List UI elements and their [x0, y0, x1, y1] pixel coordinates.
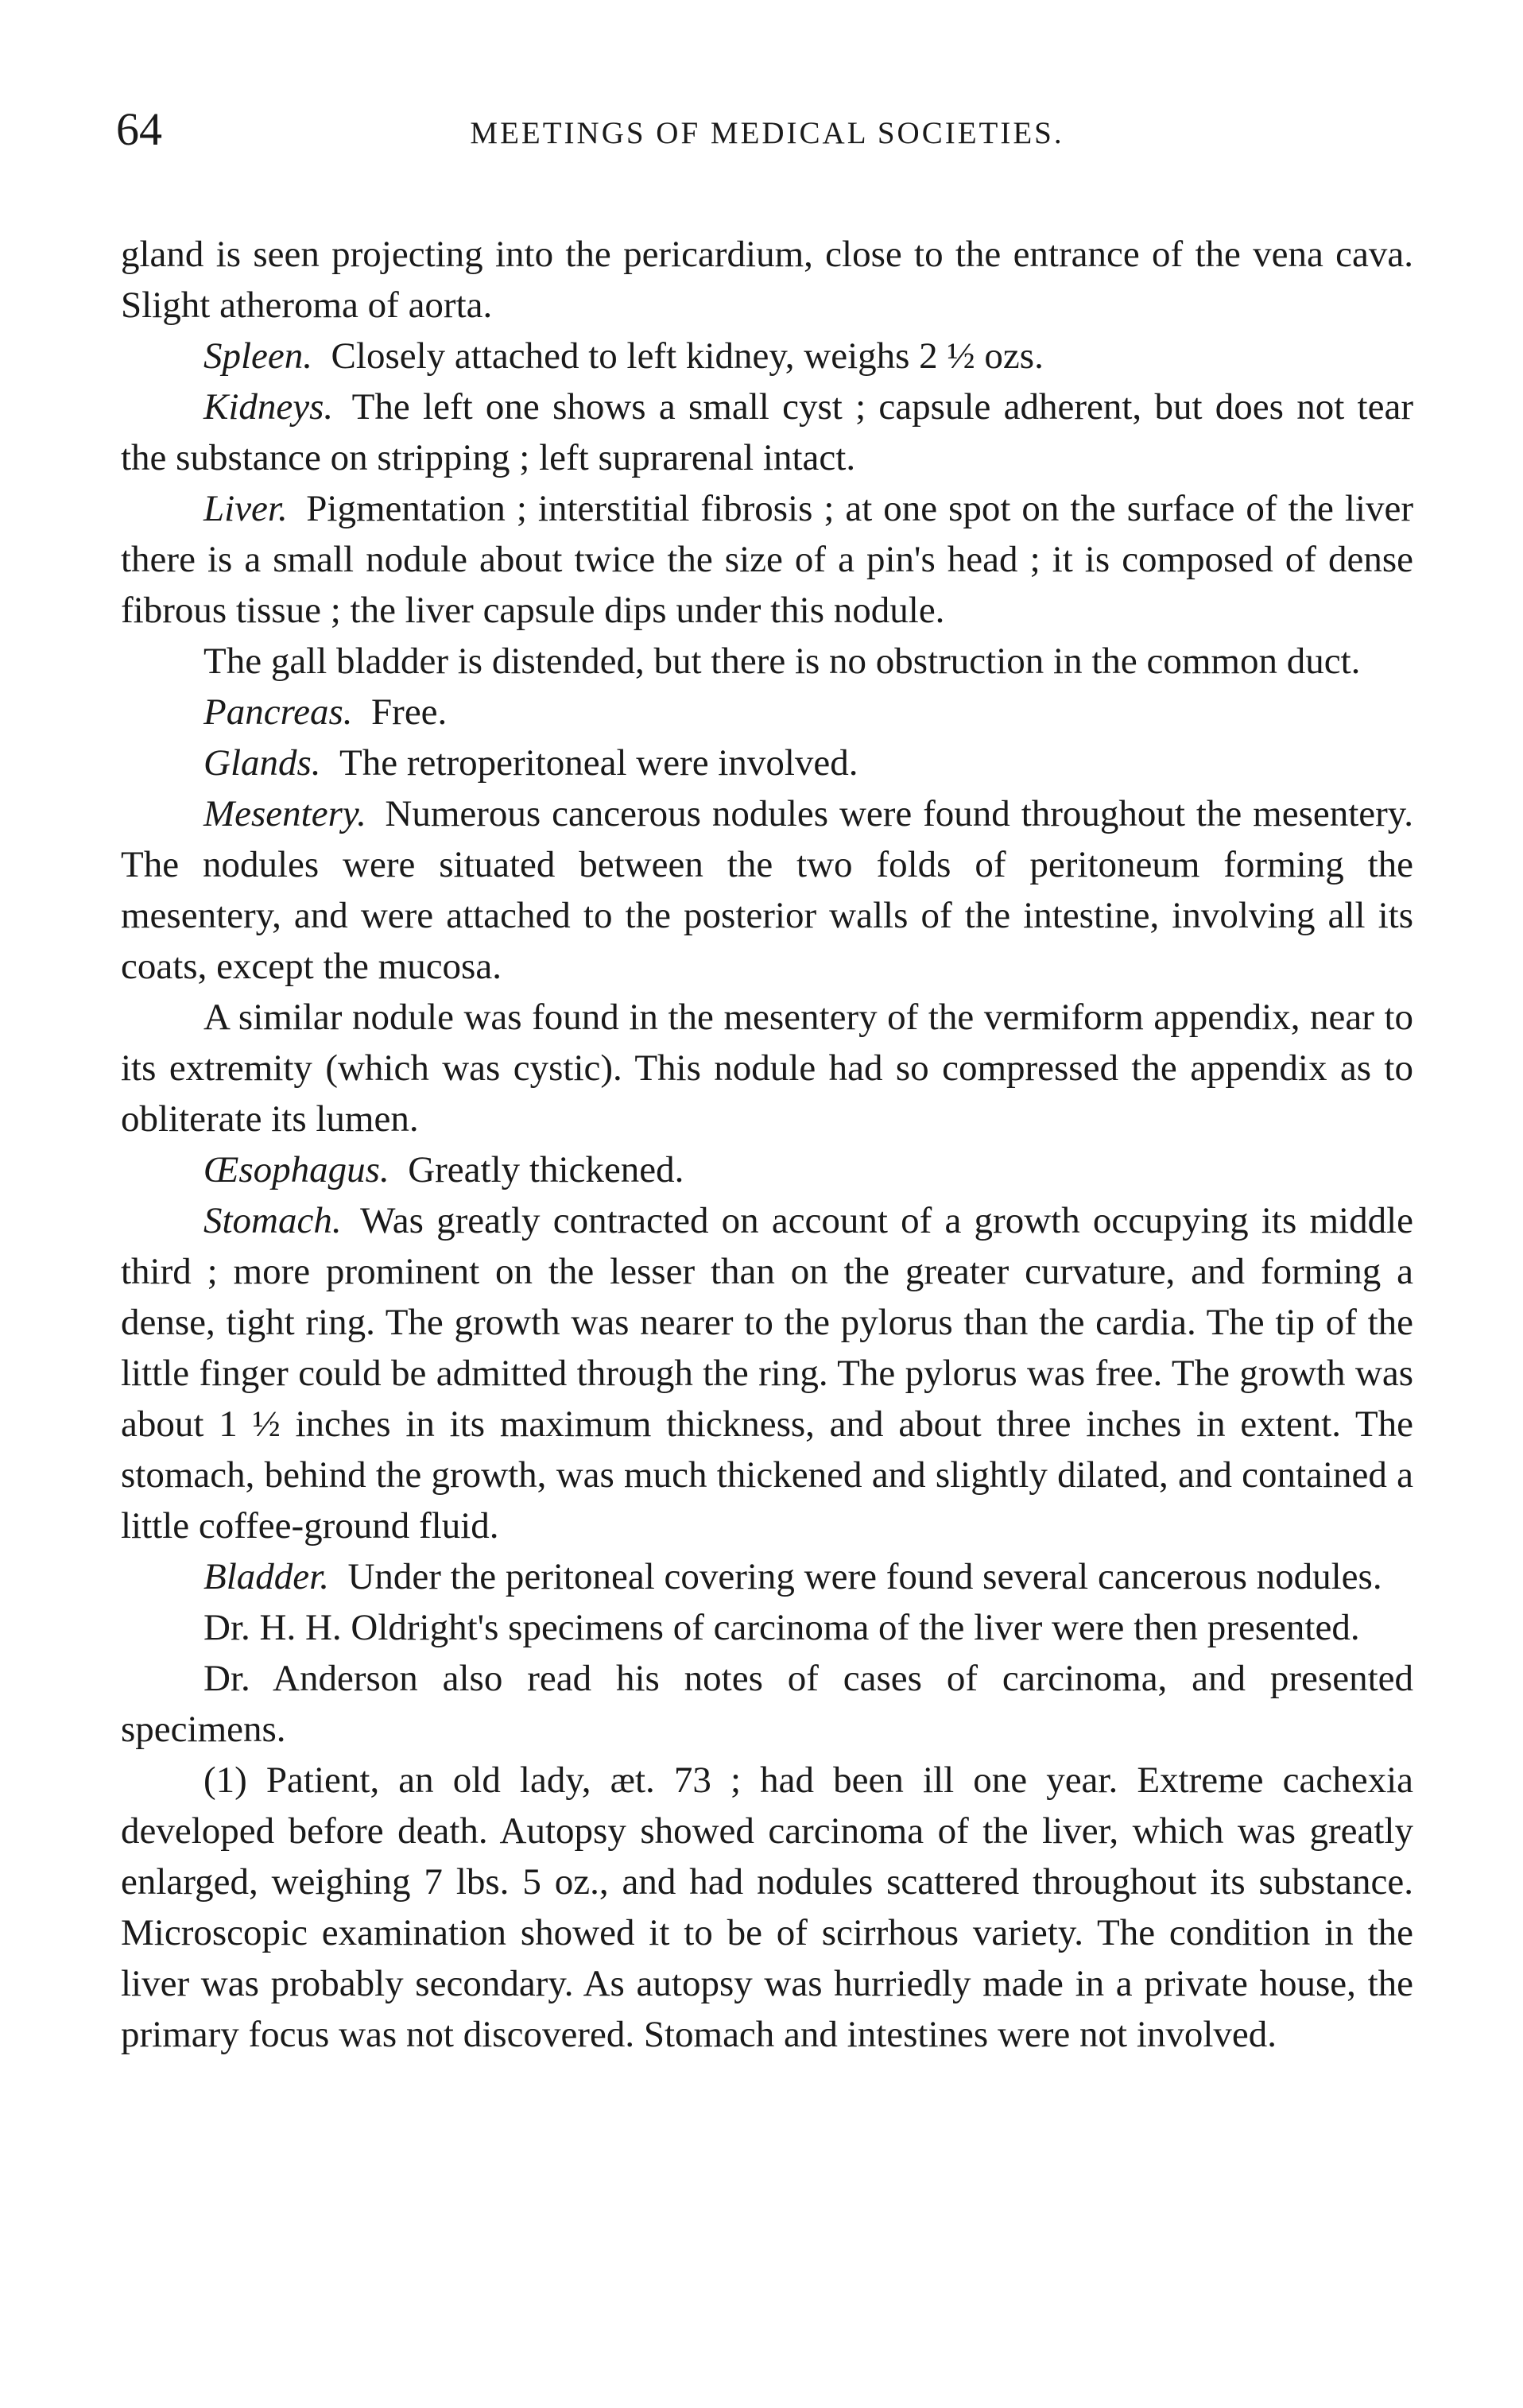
paragraph-p06	[121, 687, 1413, 737]
paragraph-text: The retroperitoneal were involved.	[339, 742, 858, 784]
paragraph-text: Numerous cancerous nodules were found throughout the mesentery. The nodules were situated between the two folds of peritoneum forming the mesentery, and were attached to the posterior walls of the intestine, involving all its coats, except the mucosa.	[121, 793, 1413, 987]
section-label: Stomach.	[203, 1200, 342, 1241]
paragraph-text: A similar nodule was found in the mesentery of the vermiform appendix, near to its extremity (which was cystic). This nodule had so compressed the appendix as to obliterate its lumen.	[121, 997, 1413, 1140]
section-label: Liver.	[203, 488, 288, 529]
paragraph-text: Pigmentation ; interstitial fibrosis ; at one spot on the surface of the liver there is a small nodule about twice the size of a pin's head ; it is composed of dense fibrous tissue ; the liver capsule dips under this nodule.	[121, 488, 1413, 631]
paragraph-p09	[121, 992, 1413, 1144]
paragraph-text: Under the peritoneal covering were found several cancerous nodules.	[347, 1556, 1382, 1597]
running-title: MEETINGS OF MEDICAL SOCIETIES.	[470, 116, 1064, 150]
paragraph-text: Dr. H. H. Oldright's specimens of carcinoma of the liver were then presented.	[203, 1607, 1360, 1648]
paragraph-p10	[121, 1144, 1413, 1195]
paragraph-p08	[121, 788, 1413, 992]
paragraph-p13	[121, 1602, 1413, 1653]
paragraph-text: Closely attached to left kidney, weighs 2 ½ ozs.	[331, 335, 1044, 377]
section-label: Kidneys.	[203, 386, 334, 428]
paragraph-p05	[121, 636, 1413, 687]
section-label: Pancreas.	[203, 691, 353, 733]
paragraph-text: gland is seen projecting into the pericardium, close to the entrance of the vena cava. Slight atheroma of aorta.	[121, 234, 1413, 326]
body-text	[121, 229, 1413, 2060]
paragraph-p03	[121, 381, 1413, 483]
paragraph-p01	[121, 229, 1413, 331]
paragraph-text: Free.	[371, 691, 448, 733]
section-label: Spleen.	[203, 335, 313, 377]
paragraph-p11	[121, 1195, 1413, 1551]
section-label: Mesentery.	[203, 793, 366, 834]
paragraph-p12	[121, 1551, 1413, 1602]
paragraph-p04	[121, 483, 1413, 636]
paragraph-p15	[121, 1755, 1413, 2060]
paragraph-text: (1) Patient, an old lady, æt. 73 ; had been ill one year. Extreme cachexia developed before death. Autopsy showed carcinoma of the liver, which was greatly enlarged, weighing 7 lbs. 5 oz., and had nodules scattered throughout its substance. Microscopic examination showed it to be of scirrhous variety. The condition in the liver was probably secondary. As autopsy was hurriedly made in a private house, the primary focus was not discovered. Stomach and intestines were not involved.	[121, 1760, 1413, 2055]
paragraph-text: Greatly thickened.	[408, 1149, 684, 1190]
paragraph-text: Was greatly contracted on account of a growth occupying its middle third ; more prominent on the lesser than on the greater curvature, and forming a dense, tight ring. The growth was nearer to the pylorus than the cardia. The tip of the little finger could be admitted through the ring. The pylorus was free. The growth was about 1 ½ inches in its maximum thickness, and about three inches in extent. The stomach, behind the growth, was much thickened and slightly dilated, and contained a little coffee-ground fluid.	[121, 1200, 1413, 1547]
paragraph-text: The left one shows a small cyst ; capsule adherent, but does not tear the substance on stripping ; left suprarenal intact.	[121, 386, 1413, 478]
paragraph-p07	[121, 737, 1413, 788]
paragraph-p02	[121, 331, 1413, 381]
section-label: Glands.	[203, 742, 321, 784]
paragraph-p14	[121, 1653, 1413, 1755]
document-page	[116, 95, 1413, 2060]
running-head	[116, 95, 1413, 167]
paragraph-text: Dr. Anderson also read his notes of cases of carcinoma, and presented specimens.	[121, 1658, 1413, 1750]
paragraph-text: The gall bladder is distended, but there is no obstruction in the common duct.	[203, 641, 1361, 682]
section-label: Bladder.	[203, 1556, 329, 1597]
page-number: 64	[116, 103, 162, 155]
section-label: Œsophagus.	[203, 1149, 389, 1190]
